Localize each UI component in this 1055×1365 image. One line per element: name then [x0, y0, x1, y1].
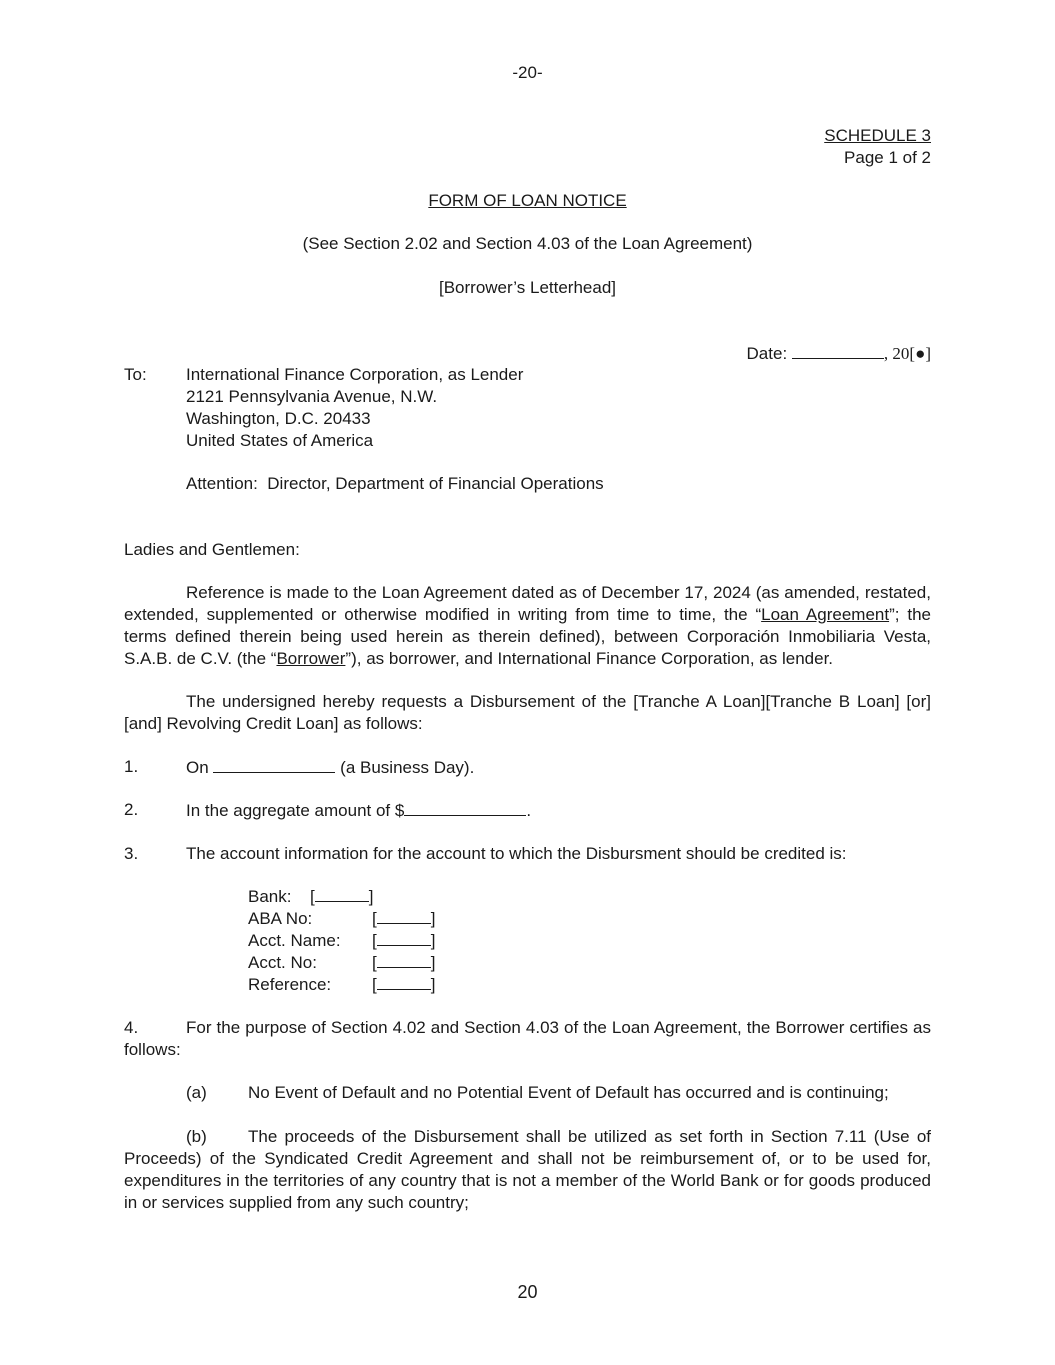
account-field-reference: Reference: [248, 975, 332, 994]
date-label: Date: [746, 344, 788, 363]
sub-b-text: The proceeds of the Disbursement shall be utilized as set forth in Section 7.11 (Use of Proceeds) of the Syndicated Credit Agreement and shall not be reimbursement of, or to be used for, expenditures in the territories of any country that is not a member of the World Bank or for goods produced in or services supplied from any such country; [124, 1127, 931, 1212]
item-1 [186, 756, 474, 779]
acct-no-blank [377, 953, 431, 968]
form-subtitle: (See Section 2.02 and Section 4.03 of the Loan Agreement) [302, 234, 753, 253]
recipient-line-1: International Finance Corporation, as Lender [186, 365, 524, 384]
account-value-acct-name: [ ] [372, 931, 436, 950]
schedule-page: Page 1 of 2 [844, 148, 931, 167]
reference-blank [377, 975, 431, 990]
letterhead-placeholder: [Borrower’s Letterhead] [438, 278, 617, 297]
aba-blank [377, 909, 431, 924]
recipient-line-3: Washington, D.C. 20433 [186, 409, 371, 428]
item-4-number: 4. [124, 1018, 139, 1037]
page-number: 20 [517, 1282, 538, 1302]
account-field-aba: ABA No: [248, 909, 313, 928]
schedule-title-text: SCHEDULE 3 [824, 126, 931, 145]
reference-text-3: ”), as borrower, and International Finance Corporation, as lender. [345, 649, 834, 668]
item-2-post: . [526, 801, 532, 820]
salutation: Ladies and Gentlemen: [124, 540, 300, 559]
sub-b-label: (b) [186, 1127, 207, 1146]
account-value-reference: [ ] [372, 975, 436, 994]
item-3-number: 3. [124, 844, 139, 863]
account-value-acct-no: [ ] [372, 953, 436, 972]
bank-blank [315, 887, 369, 902]
schedule-title [824, 125, 931, 147]
item-2-number: 2. [124, 800, 139, 819]
page-marker: -20- [512, 63, 543, 82]
acct-name-blank [377, 931, 431, 946]
date-blank [792, 342, 884, 359]
item-3-text: The account information for the account to which the Disbursment should be credited is: [186, 844, 847, 863]
sub-a-text: No Event of Default and no Potential Event of Default has occurred and is continuing; [248, 1083, 889, 1102]
account-field-bank: Bank: [248, 887, 292, 906]
request-text: The undersigned hereby requests a Disbursement of the [Tranche A Loan][Tranche B Loan] [or][and] Revolving Credit Loan] as follows: [124, 692, 931, 733]
account-field-acct-name: Acct. Name: [248, 931, 341, 950]
business-day-blank [213, 756, 335, 773]
reference-text-2: ”; the terms defined therein being used herein as therein defined), between Corporación Inmobiliaria Vesta, S.A.B. de C.V. (the “ [124, 605, 931, 668]
item-2-pre: In the aggregate amount of $ [186, 801, 405, 820]
date-year: , 20[●] [883, 344, 931, 363]
account-value-bank: [ ] [310, 887, 374, 906]
date-line [747, 342, 931, 365]
item-2 [186, 799, 531, 822]
item-1-pre: On [186, 758, 209, 777]
form-title-text: FORM OF LOAN NOTICE [428, 191, 627, 210]
request-paragraph [124, 691, 931, 735]
item-4 [124, 1017, 931, 1061]
to-label: To: [124, 365, 147, 384]
sub-a-label: (a) [186, 1083, 207, 1102]
item-1-number: 1. [124, 757, 139, 776]
amount-blank [404, 799, 526, 816]
sub-b [124, 1126, 931, 1214]
defined-term-borrower: Borrower [276, 649, 346, 668]
attention-line: Attention: Director, Department of Financial Operations [186, 474, 604, 493]
item-1-post: (a Business Day). [340, 758, 475, 777]
form-title [0, 190, 1055, 212]
account-value-aba: [ ] [372, 909, 436, 928]
recipient-line-4: United States of America [186, 431, 374, 450]
reference-paragraph [124, 582, 931, 670]
reference-text-1: Reference is made to the Loan Agreement dated as of December 17, 2024 (as amended, restated, extended, supplemented or otherwise modified in writing from time to time, the “ [124, 583, 931, 624]
account-field-acct-no: Acct. No: [248, 953, 317, 972]
item-4-text: For the purpose of Section 4.02 and Section 4.03 of the Loan Agreement, the Borrower certifies as follows: [124, 1018, 931, 1059]
recipient-line-2: 2121 Pennsylvania Avenue, N.W. [186, 387, 438, 406]
defined-term-loan-agreement: Loan Agreement [761, 605, 890, 624]
